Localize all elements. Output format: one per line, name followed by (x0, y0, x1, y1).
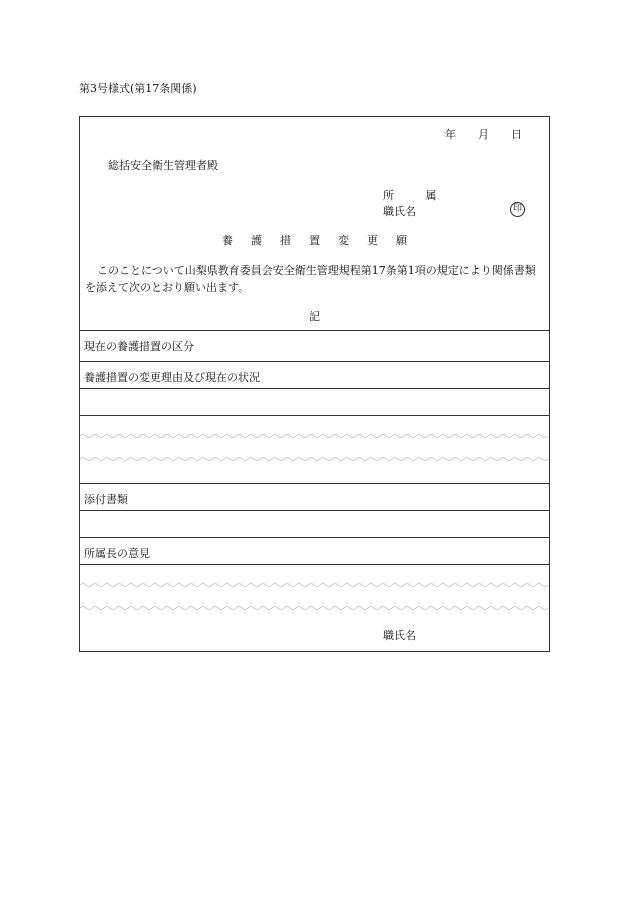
date-line (445, 126, 522, 142)
blank-row (80, 510, 549, 538)
document-title: 養護措置変更願 (222, 234, 425, 247)
form-frame (79, 116, 550, 652)
section-label-change-reason: 養護措置の変更理由及び現在の状況 (84, 371, 260, 384)
blank-row (80, 388, 549, 416)
continuation-mark (80, 433, 549, 439)
form-number: 第3号様式(第17条関係) (79, 82, 197, 95)
section-label-supervisor-opinion: 所属長の意見 (84, 547, 150, 560)
section-label-current-category: 現在の養護措置の区分 (84, 340, 194, 353)
date-year: 年 (445, 128, 456, 141)
supervisor-opinion-area (80, 564, 549, 653)
continuation-mark (80, 605, 549, 611)
name-label: 職氏名 (383, 205, 416, 218)
date-day: 日 (511, 128, 522, 141)
section-change-reason (80, 361, 549, 389)
body-text: このことについて山梨県教育委員会安全衛生管理規程第17条第1項の規定により関係書類を添えて次のとおり願い出ます。 (85, 264, 536, 294)
signature-name-label: 職氏名 (383, 629, 416, 642)
addressee: 総括安全衛生管理者殿 (108, 159, 218, 172)
ki-heading: 記 (309, 310, 320, 323)
section-label-attachments: 添付書類 (84, 493, 128, 506)
continuation-mark (80, 582, 549, 588)
date-month: 月 (478, 128, 489, 141)
blank-continuation-area (80, 415, 549, 484)
affiliation-label: 所 属 (383, 189, 451, 202)
section-current-category (80, 330, 549, 361)
seal-mark: 印 (510, 202, 525, 217)
section-attachments (80, 483, 549, 511)
section-supervisor-opinion (80, 537, 549, 565)
continuation-mark (80, 456, 549, 462)
